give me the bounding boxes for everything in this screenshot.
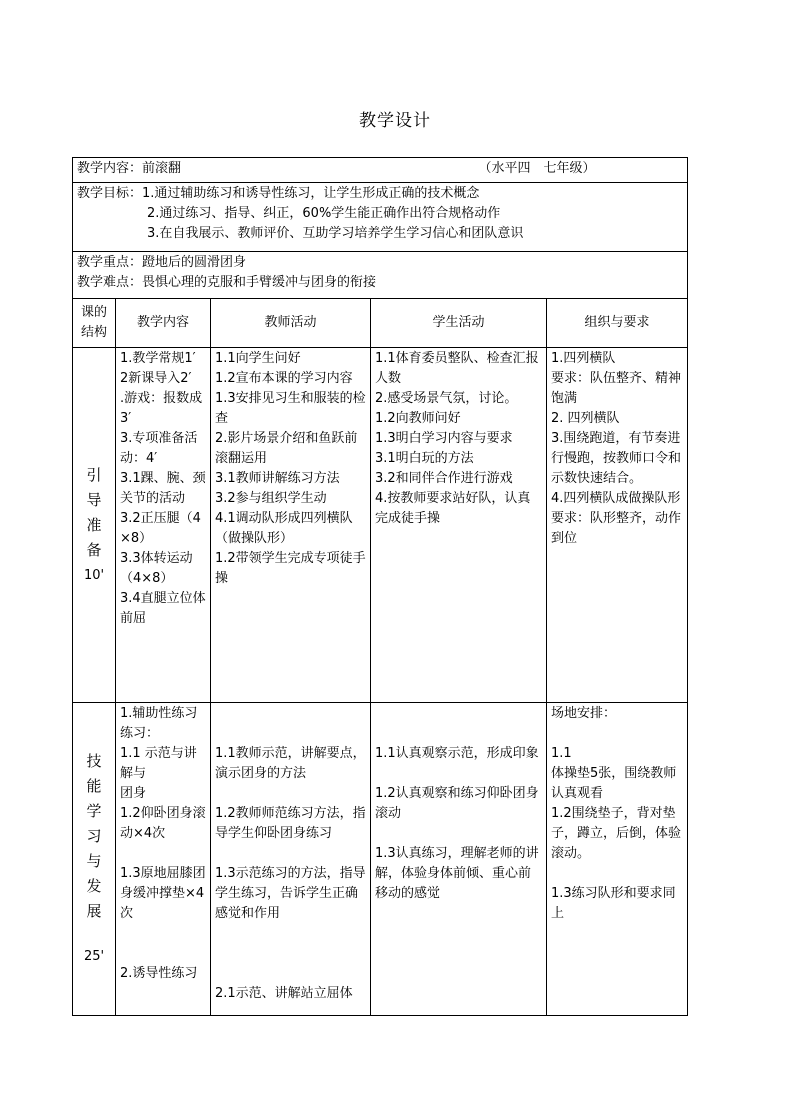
warmup-teacher (211, 348, 371, 703)
list-item: .游戏：报数成3′ (120, 391, 203, 426)
focus-label: 教学重点： (77, 255, 143, 270)
list-item: 1.3练习队形和要求同上 (551, 886, 676, 921)
list-item: 3.2正压腿（4×8） (120, 511, 201, 546)
list-item: 1.四列横队 (551, 351, 616, 366)
list-item: 要求：队伍整齐、精神饱满 (551, 371, 682, 406)
difficulty-value: 畏惧心理的克服和手臂缓冲与团身的衔接 (142, 275, 377, 290)
list-item: 1.2仰卧团身滚动×4次 (120, 806, 206, 841)
goal-item: 2.通过练习、指导、纠正，60%学生能正确作出符合规格动作 (147, 206, 501, 221)
header-teacher: 教师活动 (211, 299, 371, 348)
header-content: 教学内容 (116, 299, 211, 348)
list-item: 1.3认真练习，理解老师的讲解，体验身体前倾、重心前移动的感觉 (375, 846, 539, 901)
list-item: 3.专项准备活动：4′ (120, 431, 198, 466)
list-item: 1.1 示范与讲解与 (120, 746, 197, 781)
stage-name: 技 能 学 习 与 发 展 25' (73, 703, 116, 1016)
list-item: 1.1向学生问好 (215, 351, 301, 366)
warmup-student (371, 348, 547, 703)
list-item: 要求：队形整齐，动作到位 (551, 511, 682, 546)
content-row (73, 158, 688, 183)
goals-label: 教学目标： (77, 186, 143, 201)
list-item: 1.1体育委员整队、检查汇报人数 (375, 351, 539, 386)
list-item: 4.按教师要求站好队，认真完成徒手操 (375, 491, 531, 526)
warmup-organization (547, 348, 688, 703)
content-label: 教学内容： (77, 161, 143, 176)
list-item: 场地安排： (551, 706, 617, 721)
list-item: 1.2教师师范练习方法，指导学生仰卧团身练习 (215, 806, 366, 841)
list-item: 4.四列横队成做操队形 (551, 491, 681, 506)
list-item: 1.1认真观察示范，形成印象 (375, 746, 539, 761)
lesson-plan-table (72, 157, 688, 1016)
key-points-row (73, 252, 688, 299)
list-item: 3.4直腿立位体前屈 (120, 591, 206, 626)
difficulty-label: 教学难点： (77, 275, 143, 290)
list-item: 2.1示范、讲解站立屈体 (215, 986, 353, 1001)
stage-row-skill (73, 703, 688, 1016)
list-item: 1.辅助性练习练习： (120, 706, 198, 741)
list-item: 2.感受场景气氛，讨论。 (375, 391, 518, 406)
list-item: 团身 (120, 786, 147, 801)
list-item: 1.3安排见习生和服装的检查 (215, 391, 366, 426)
list-item: 3.1踝、腕、颈关节的活动 (120, 471, 206, 506)
content-value: 前滚翻 (142, 161, 182, 176)
skill-teacher (211, 703, 371, 1016)
stage-name: 引 导 准 备 10' (73, 348, 116, 703)
header-structure: 课的结构 (73, 299, 116, 348)
list-item: 1.3示范练习的方法，指导学生练习，告诉学生正确感觉和作用 (215, 866, 366, 921)
list-item: 3.3体转运动（4×8） (120, 551, 193, 586)
list-item: 1.2围绕垫子，背对垫子，蹲立，后倒，体验滚动。 (551, 806, 682, 861)
list-item: 1.2带领学生完成专项徒手操 (215, 551, 366, 586)
list-item: 2.诱导性练习 (120, 966, 198, 981)
list-item: 1.2认真观察和练习仰卧团身滚动 (375, 786, 539, 821)
goal-item: 3.在自我展示、教师评价、互助学习培养学生学习信心和团队意识 (147, 226, 524, 241)
list-item: 1.1 (551, 746, 572, 761)
list-item: 1.教学常规1′ (120, 351, 196, 366)
goals-row (73, 183, 688, 252)
grade-level: （水平四 七年级） (478, 161, 596, 176)
list-item: 1.2向教师问好 (375, 411, 461, 426)
list-item: 3.1明白玩的方法 (375, 451, 474, 466)
list-item: 1.3原地屈膝团身缓冲撑垫×4次 (120, 866, 206, 921)
list-item: 2新课导入2′ (120, 371, 192, 386)
stage-row-warmup (73, 348, 688, 703)
list-item: 1.1教师示范，讲解要点，演示团身的方法 (215, 746, 366, 781)
list-item: 4.1调动队形成四列横队（做操队形） (215, 511, 353, 546)
list-item: 1.2宣布本课的学习内容 (215, 371, 353, 386)
list-item: 3.1教师讲解练习方法 (215, 471, 340, 486)
skill-content (116, 703, 211, 1016)
page-title: 教学设计 (359, 111, 431, 131)
list-item: 体操垫5张，围绕教师认真观看 (551, 766, 677, 801)
list-item: 3.2和同伴合作进行游戏 (375, 471, 513, 486)
warmup-content (116, 348, 211, 703)
list-item: 2. 四列横队 (551, 411, 620, 426)
focus-value: 蹬地后的圆滑团身 (142, 255, 247, 270)
skill-student (371, 703, 547, 1016)
list-item: 3.围绕跑道，有节奏进行慢跑，按教师口令和示数快速结合。 (551, 431, 682, 486)
list-item: 1.3明白学习内容与要求 (375, 431, 513, 446)
list-item: 2.影片场景介绍和鱼跃前滚翻运用 (215, 431, 358, 466)
goal-item: 1.通过辅助练习和诱导性练习，让学生形成正确的技术概念 (142, 186, 480, 201)
header-organization: 组织与要求 (547, 299, 688, 348)
header-student: 学生活动 (371, 299, 547, 348)
header-row (73, 299, 688, 348)
skill-organization (547, 703, 688, 1016)
list-item: 3.2参与组织学生动 (215, 491, 327, 506)
